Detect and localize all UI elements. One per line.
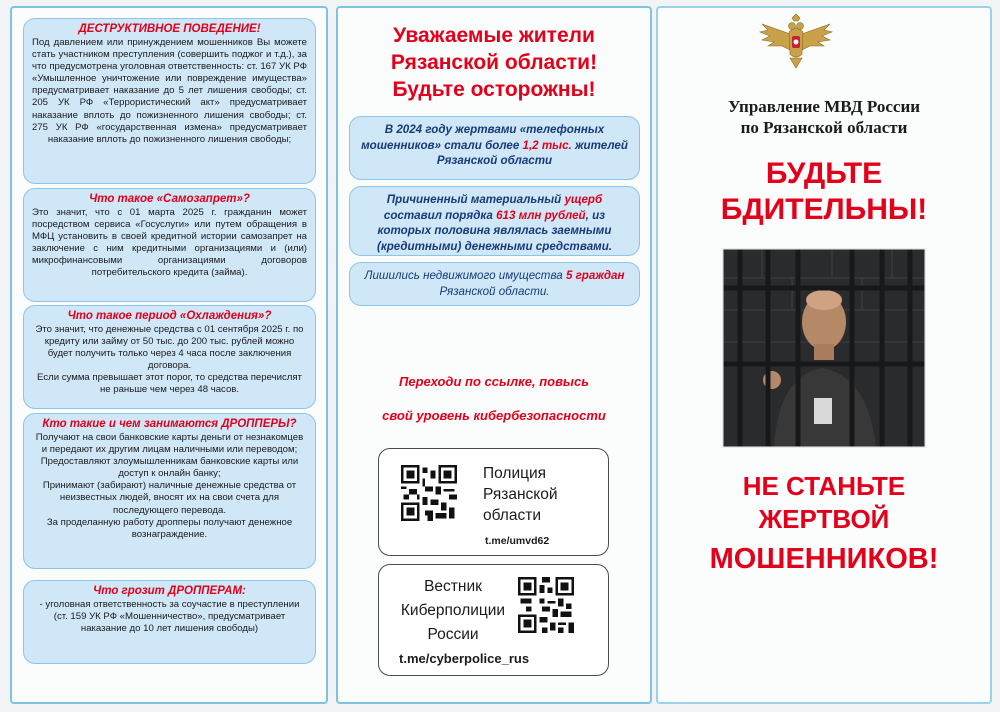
cta-line-1: Переходи по ссылке, повысь: [399, 374, 589, 389]
block-text: Получают на свои банковские карты деньги от незнакомцев и передают их другим лицам наличными или переводом; Предоставляют злоумышленникам банковские карты или доступ к онлайн банку; Принимают (забирают) наличные денежные средства от неизвестных людей, вносят их на свои счета для последующего перевода. За проделанную работу дропперы получают денежное вознаграждение.: [35, 432, 304, 540]
block-text: - уголовная ответственность за соучастие в преступлении (ст. 159 УК РФ «Мошенничество», предусматривает наказание до 10 лет лишения свободы): [39, 599, 300, 635]
stat-highlight: 5 граждан: [565, 269, 625, 282]
block-title: Что такое «Самозапрет»?: [89, 193, 250, 205]
channel-card-cyberpolice[interactable]: [378, 564, 609, 676]
block-title: ДЕСТРУКТИВНОЕ ПОВЕДЕНИЕ!: [78, 23, 261, 35]
block-title: Что такое период «Охлаждения»?: [67, 310, 272, 322]
cta-line-2: свой уровень кибербезопасности: [382, 408, 606, 423]
channel-card-police[interactable]: [378, 448, 609, 556]
block-text: Это значит, что денежные средства с 01 сентября 2025 г. по кредиту или займу от 50 тыс. до 200 тыс. рублей можно будет получить только через 4 часа после заключения договора. Если сумма превышает этот порог, то средства перечислят не раньше чем через 48 часов.: [35, 324, 304, 396]
slogan-be-vigilant: БУДЬТЕ БДИТЕЛЬНЫ!: [720, 157, 928, 226]
channel-name: Вестник Киберполиции России: [400, 578, 506, 643]
block-text: Это значит, что с 01 марта 2025 г. гражданин может посредством сервиса «Госуслуги» или путем обращения в МФЦ установить в своей кредитной истории самозапрет на заключение с ним кредитными организациями и (или) микрофинансовыми организациями договоров потребительского кредита (займа).: [32, 207, 307, 279]
middle-panel: [336, 6, 652, 704]
stat-property: [349, 262, 640, 306]
mvd-emblem-icon: [756, 14, 836, 76]
block-title: Кто такие и чем занимаются ДРОППЕРЫ?: [42, 418, 297, 430]
info-block-dropper-penalty: [23, 580, 316, 664]
stat-text: Причиненный материальный: [386, 193, 565, 206]
stat-victims: [349, 116, 640, 180]
qr-code-icon[interactable]: [518, 577, 574, 633]
stat-text: , из которых половина являлась заемными (кредитными) денежными средствами.: [376, 208, 613, 253]
info-block-cooling-period: [23, 305, 316, 409]
info-block-destructive: [23, 18, 316, 184]
left-panel: [10, 6, 328, 704]
department-title: Управление МВД России по Рязанской области: [727, 97, 921, 137]
stat-text: составил порядка: [383, 208, 497, 222]
stat-text: В 2024 году жертвами «телефонных мошенников» стали более: [361, 123, 605, 152]
stat-highlight: 613 млн рублей: [496, 208, 586, 222]
slogan-dont-become: НЕ СТАНЬТЕ ЖЕРТВОЙ: [742, 471, 906, 534]
stat-highlight: 1,2 тыс.: [522, 138, 572, 152]
stat-text: Лишились недвижимого имущества: [364, 269, 566, 282]
channel-name: Полиция Рязанской области: [483, 465, 558, 524]
stat-text: Рязанской области.: [439, 284, 550, 298]
greeting-heading: Уважаемые жители Рязанской области! Будьте осторожны!: [390, 24, 598, 101]
channel-url[interactable]: t.me/cyberpolice_rus: [399, 651, 530, 666]
stat-damage: [349, 186, 640, 256]
right-panel: [656, 6, 992, 704]
stat-highlight: ущерб: [564, 193, 603, 206]
block-text: Под давлением или принуждением мошенников Вы можете стать участником преступления (совершить поджог и т.д.), за что предусмотрена уголовная ответственность: ст. 167 УК РФ «Умышленное уничтожение или повреждение имущества» предусматривает наказание до 5 лет лишения свободы; ст. 205 УК РФ «Террористический акт» предусматривает наказание вплоть до пожизненного лишения свободы; ст. 275 УК РФ «государственная измена» предусматривает наказание вплоть до пожизненного лишения свободы;: [32, 37, 307, 145]
info-block-self-ban: [23, 188, 316, 302]
channel-url[interactable]: t.me/umvd62: [485, 535, 550, 547]
info-block-droppers: [23, 413, 316, 569]
block-title: Что грозит ДРОППЕРАМ:: [93, 585, 246, 597]
slogan-victim-of-fraud: МОШЕННИКОВ!: [709, 543, 939, 575]
prisoner-image: [722, 248, 926, 448]
qr-code-icon[interactable]: [401, 465, 457, 521]
stat-text: жителей Рязанской области: [436, 138, 628, 167]
